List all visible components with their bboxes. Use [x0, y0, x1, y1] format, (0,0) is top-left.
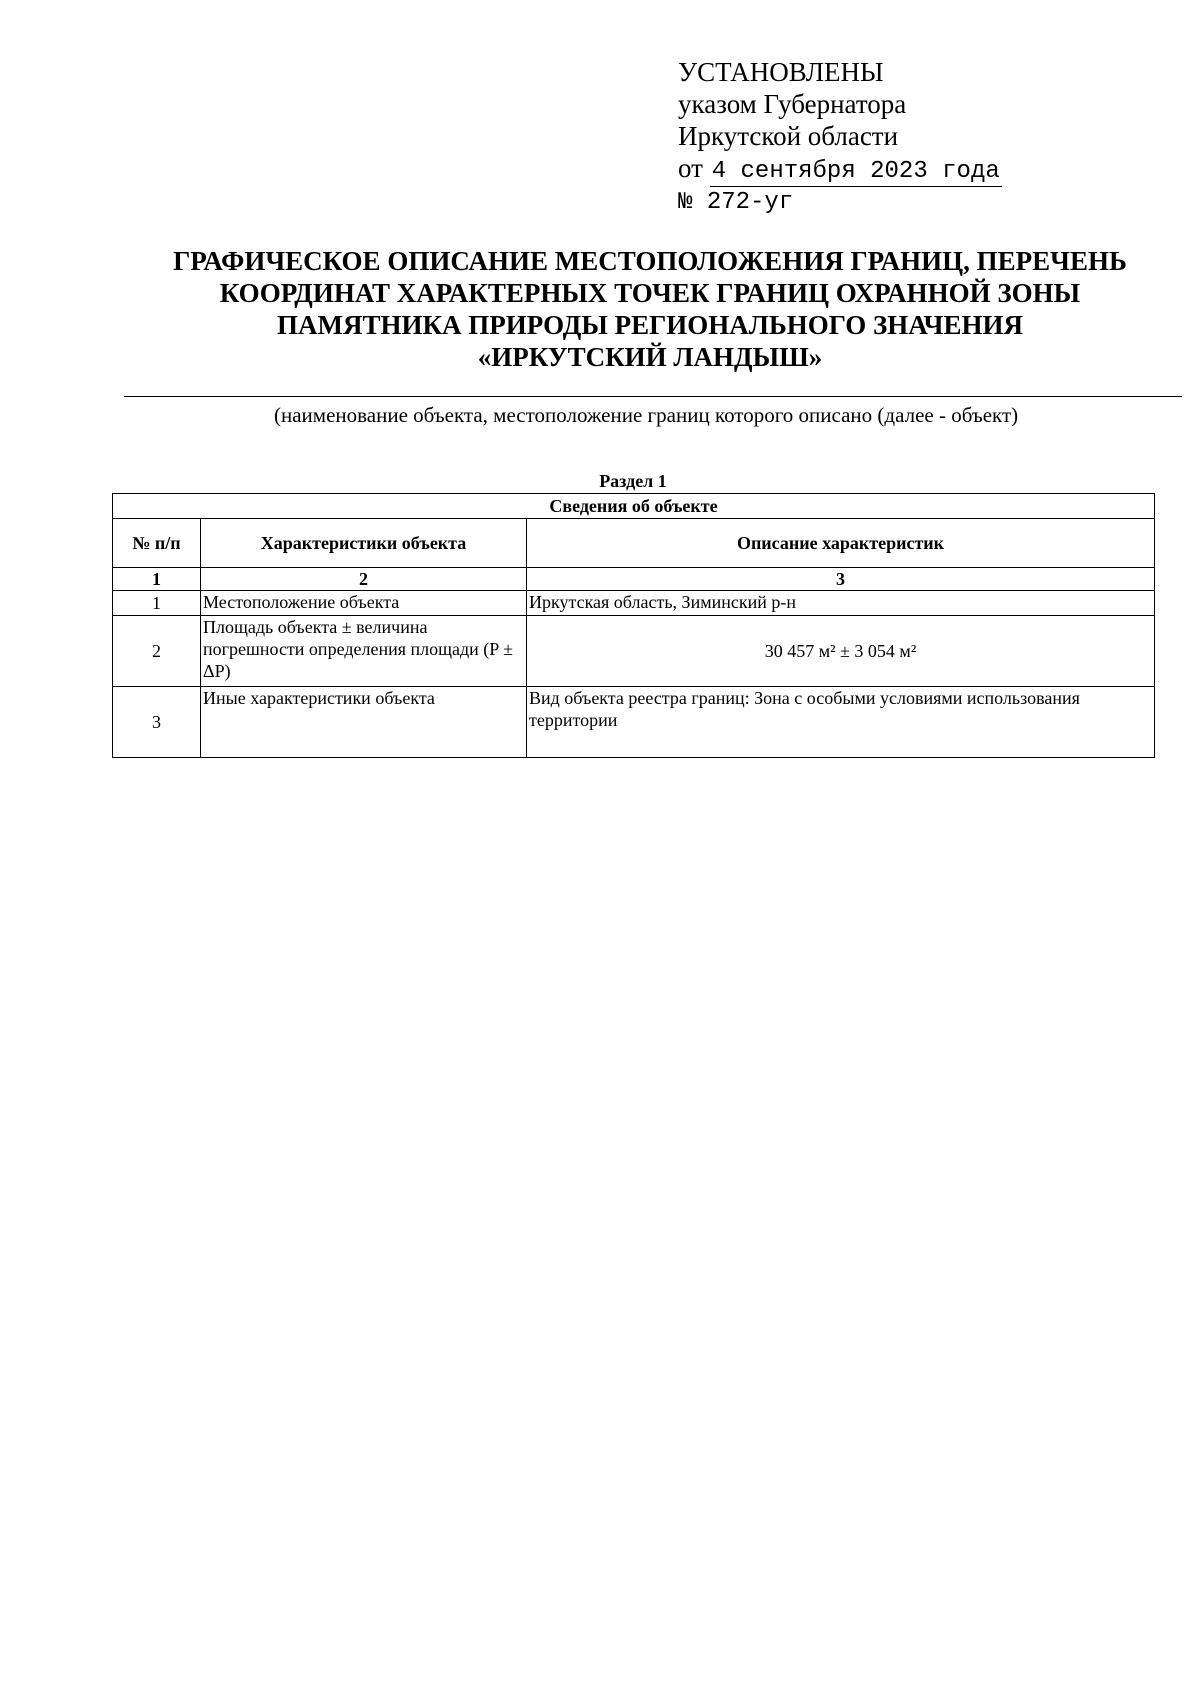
header-description: Описание характеристик	[527, 519, 1155, 568]
object-info-table	[112, 493, 1155, 758]
document-title	[110, 245, 1190, 373]
row-number: 1	[113, 591, 201, 616]
object-name-caption: (наименование объекта, местоположение границ которого описано (далее - объект)	[274, 403, 1019, 427]
title-line-4: «ИРКУТСКИЙ ЛАНДЫШ»	[477, 342, 823, 372]
approval-stamp	[678, 56, 1002, 219]
row-characteristic: Иные характеристики объекта	[201, 687, 527, 758]
table-caption: Сведения об объекте	[113, 494, 1155, 519]
approval-date-prefix: от	[678, 153, 703, 183]
column-number-row	[113, 568, 1155, 591]
row-characteristic: Площадь объекта ± величина погрешности определения площади (P ± ΔP)	[201, 616, 527, 687]
column-number-1: 1	[113, 568, 201, 591]
table-row	[113, 616, 1155, 687]
section-title: Раздел 1	[599, 471, 667, 491]
title-line-3: ПАМЯТНИКА ПРИРОДЫ РЕГИОНАЛЬНОГО ЗНАЧЕНИЯ	[276, 310, 1024, 340]
column-number-3: 3	[527, 568, 1155, 591]
object-name-rule	[124, 396, 1182, 397]
row-number: 2	[113, 616, 201, 687]
row-characteristic: Местоположение объекта	[201, 591, 527, 616]
table-row	[113, 591, 1155, 616]
table-row	[113, 687, 1155, 758]
row-description: Иркутская область, Зиминский р-н	[527, 591, 1155, 616]
approval-region: Иркутской области	[678, 121, 899, 151]
table-header-row	[113, 519, 1155, 568]
row-description: 30 457 м² ± 3 054 м²	[527, 616, 1155, 687]
approval-heading: УСТАНОВЛЕНЫ	[678, 57, 884, 87]
title-line-1: ГРАФИЧЕСКОЕ ОПИСАНИЕ МЕСТОПОЛОЖЕНИЯ ГРАНИЦ, ПЕРЕЧЕНЬ	[173, 246, 1127, 276]
approval-date-value: 4 сентября 2023 года	[711, 158, 1000, 185]
row-description: Вид объекта реестра границ: Зона с особыми условиями использования территории	[527, 687, 1155, 758]
table-caption-row	[113, 494, 1155, 519]
header-characteristic: Характеристики объекта	[201, 519, 527, 568]
approval-number-prefix: №	[678, 189, 693, 216]
approval-date-line	[678, 152, 1002, 187]
approval-number-value: 272-уг	[706, 189, 794, 216]
title-line-2: КООРДИНАТ ХАРАКТЕРНЫХ ТОЧЕК ГРАНИЦ ОХРАННОЙ ЗОНЫ	[219, 278, 1081, 308]
row-number: 3	[113, 687, 201, 758]
header-number: № п/п	[113, 519, 201, 568]
approval-decree: указом Губернатора	[678, 89, 907, 119]
column-number-2: 2	[201, 568, 527, 591]
approval-number-line	[678, 187, 1002, 219]
